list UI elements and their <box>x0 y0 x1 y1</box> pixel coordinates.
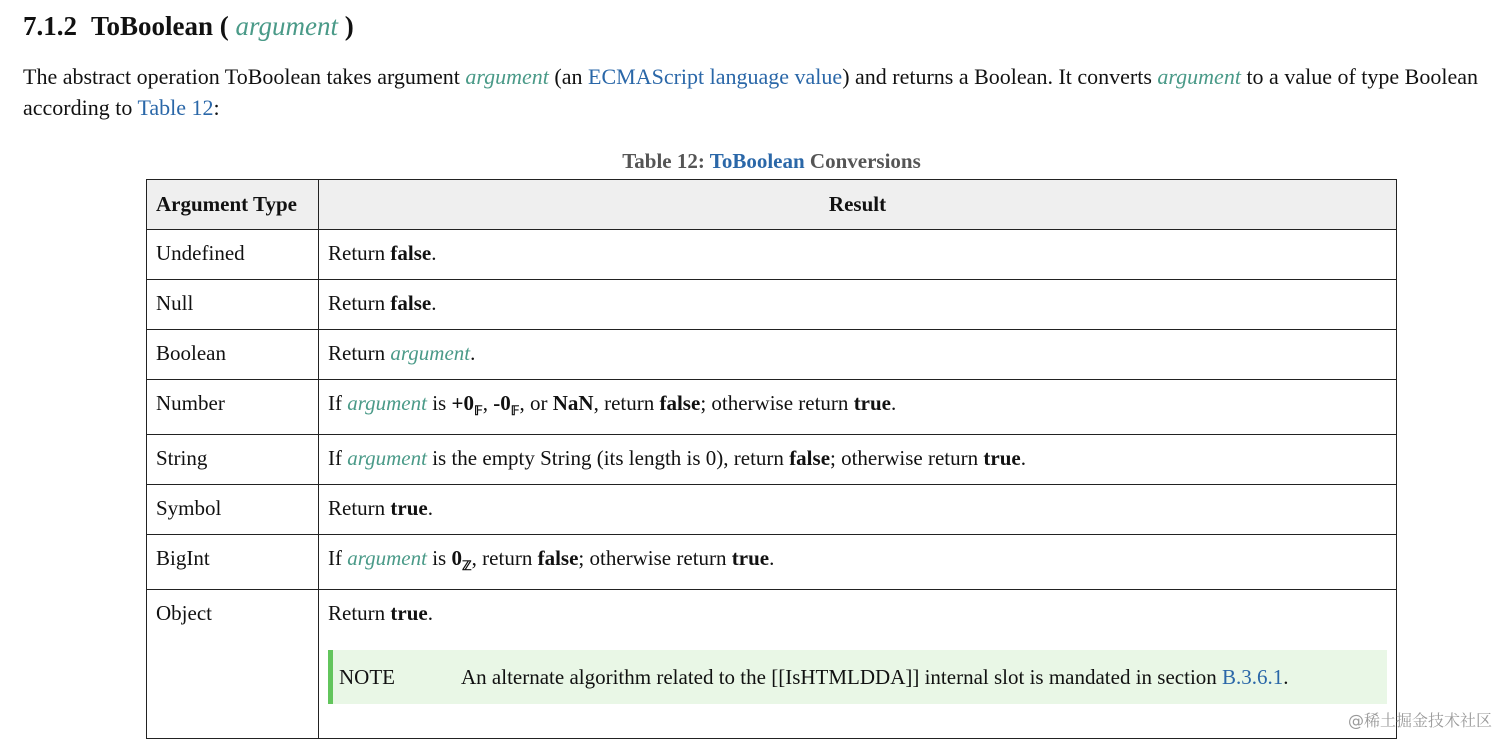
value-true: true <box>853 391 892 415</box>
value-plus-zero: +0 <box>451 391 474 415</box>
cell-result <box>319 230 1397 280</box>
subscript-f: 𝔽 <box>473 403 483 418</box>
result-text: , return <box>471 546 538 570</box>
result-text: , return <box>593 391 660 415</box>
cell-type: Symbol <box>147 485 319 535</box>
result-text: ; otherwise return <box>578 546 732 570</box>
result-end: . <box>1020 446 1026 470</box>
caption-prefix: Table 12: <box>622 149 710 173</box>
var-argument[interactable]: argument <box>347 446 427 470</box>
cell-result <box>319 535 1397 590</box>
cell-result <box>319 590 1397 739</box>
table-row <box>147 330 1397 380</box>
cell-type: String <box>147 435 319 485</box>
cell-type: Object <box>147 590 319 739</box>
table-row <box>147 280 1397 330</box>
value-true: true <box>731 546 770 570</box>
result-end: . <box>470 341 476 365</box>
table-header-row <box>147 180 1397 230</box>
cell-type: BigInt <box>147 535 319 590</box>
cell-result <box>319 485 1397 535</box>
result-value: false <box>390 291 432 315</box>
value-false: false <box>789 446 831 470</box>
link-toboolean[interactable]: ToBoolean <box>709 149 805 173</box>
result-text: If <box>328 391 348 415</box>
intro-paragraph <box>23 61 1493 123</box>
section-heading <box>23 10 354 42</box>
section-number: 7.1.2 <box>23 11 77 41</box>
result-text: Return <box>328 241 391 265</box>
table-row <box>147 380 1397 435</box>
result-end: . <box>891 391 897 415</box>
result-text: is <box>426 391 452 415</box>
value-zero: 0 <box>451 546 462 570</box>
header-result: Result <box>319 180 1397 230</box>
result-text: is <box>426 546 452 570</box>
result-text: , <box>482 391 494 415</box>
var-argument[interactable]: argument <box>390 341 471 365</box>
table-row <box>147 485 1397 535</box>
result-text: Return <box>328 341 391 365</box>
cell-type: Boolean <box>147 330 319 380</box>
result-text: is the empty String (its length is 0), return <box>426 446 790 470</box>
var-argument[interactable]: argument <box>347 391 427 415</box>
result-text: Return <box>328 496 391 520</box>
intro-text-4: to a value of type Boolean according to <box>23 64 1478 120</box>
note-end: . <box>1283 665 1289 689</box>
value-false: false <box>659 391 701 415</box>
result-value: true <box>390 601 428 625</box>
link-table-12[interactable]: Table 12 <box>137 95 214 120</box>
cell-type: Undefined <box>147 230 319 280</box>
heading-close-paren: ) <box>344 11 354 41</box>
cell-result <box>319 380 1397 435</box>
cell-result <box>319 280 1397 330</box>
link-ecmascript-language-value[interactable]: ECMAScript language value <box>588 64 843 89</box>
table-caption <box>146 146 1397 176</box>
table-row <box>147 590 1397 739</box>
cell-type: Number <box>147 380 319 435</box>
value-true: true <box>983 446 1021 470</box>
result-value: false <box>390 241 432 265</box>
result-end: . <box>431 241 437 265</box>
value-minus-zero: -0 <box>493 391 511 415</box>
caption-suffix: Conversions <box>804 149 921 173</box>
result-end: . <box>431 291 437 315</box>
table-row <box>147 535 1397 590</box>
result-text: ; otherwise return <box>830 446 984 470</box>
intro-text-1: The abstract operation ToBoolean takes argument <box>23 64 466 89</box>
value-false: false <box>537 546 579 570</box>
subscript-z: ℤ <box>461 558 472 573</box>
result-value: true <box>390 496 428 520</box>
var-argument[interactable]: argument <box>1157 64 1241 89</box>
watermark: @稀土掘金技术社区 <box>1347 711 1492 730</box>
intro-text-3: ) and returns a Boolean. It converts <box>842 64 1158 89</box>
var-argument[interactable]: argument <box>465 64 549 89</box>
result-text: If <box>328 446 348 470</box>
result-text: If <box>328 546 348 570</box>
intro-text-2: (an <box>548 64 589 89</box>
note-text: An alternate algorithm related to the [[IsHTMLDDA]] internal slot is mandated in section <box>461 665 1223 689</box>
section-title: ToBoolean ( <box>91 11 229 41</box>
table-row <box>147 435 1397 485</box>
note-label: NOTE <box>339 665 395 689</box>
result-end: . <box>427 496 433 520</box>
cell-result <box>319 435 1397 485</box>
cell-result <box>319 330 1397 380</box>
result-end: . <box>769 546 775 570</box>
cell-type: Null <box>147 280 319 330</box>
result-text: , or <box>519 391 553 415</box>
note-box <box>328 650 1387 704</box>
var-argument[interactable]: argument <box>347 546 427 570</box>
result-end: . <box>427 601 433 625</box>
conversion-table <box>146 179 1397 739</box>
result-text: Return <box>328 291 391 315</box>
value-nan: NaN <box>552 391 594 415</box>
result-text: Return <box>328 601 391 625</box>
link-b-3-6-1[interactable]: B.3.6.1 <box>1222 665 1284 689</box>
intro-text-5: : <box>213 95 220 120</box>
result-text: ; otherwise return <box>700 391 854 415</box>
result-line <box>328 590 1387 636</box>
table-row <box>147 230 1397 280</box>
param-argument[interactable]: argument <box>235 11 339 41</box>
header-argument-type: Argument Type <box>147 180 319 230</box>
subscript-f: 𝔽 <box>510 403 520 418</box>
note-body <box>461 650 1289 704</box>
